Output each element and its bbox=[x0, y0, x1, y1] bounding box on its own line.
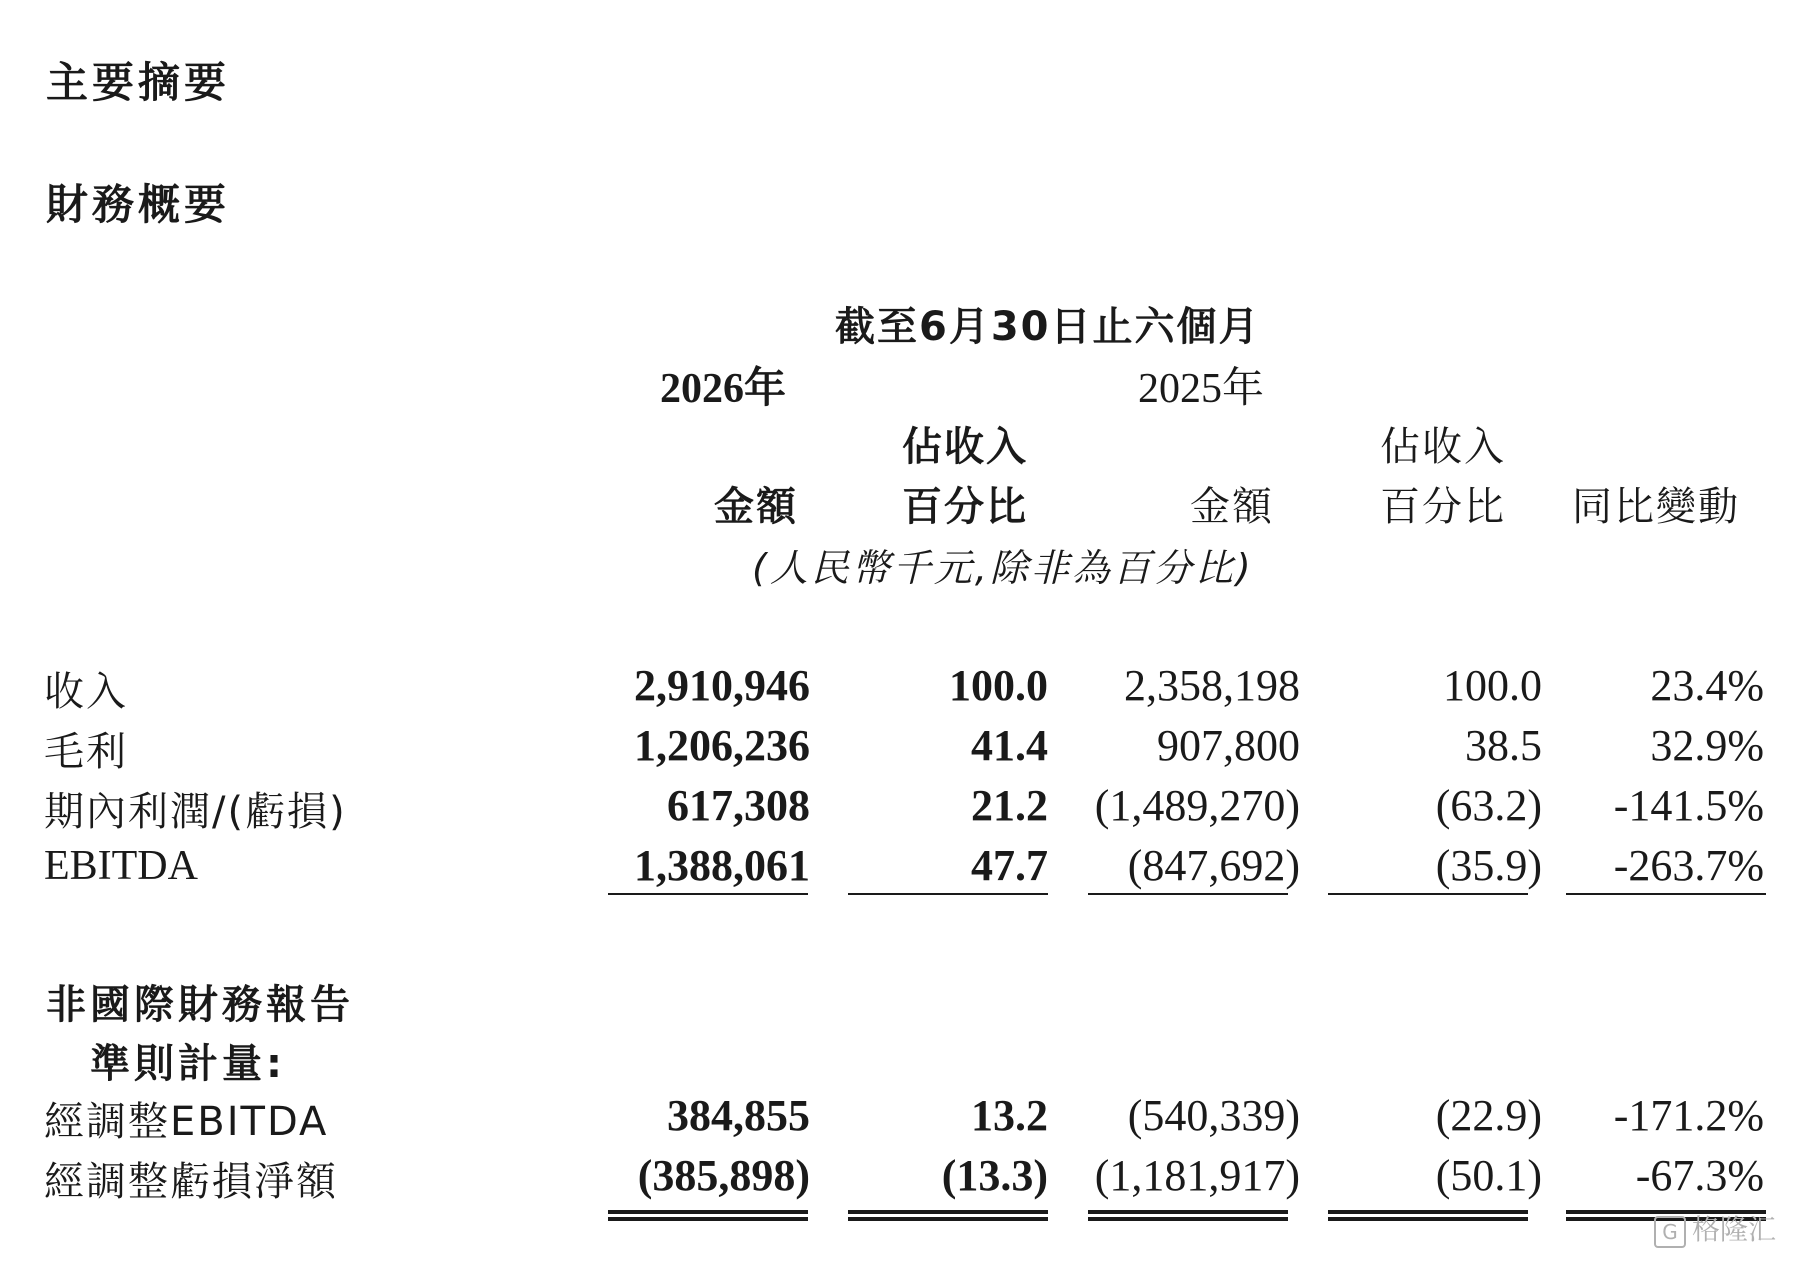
rule-yoy bbox=[1566, 893, 1766, 895]
prior-amount: (1,489,270) bbox=[1094, 781, 1300, 830]
double-rule-prior-pct bbox=[1328, 1210, 1528, 1221]
yoy-change: -67.3% bbox=[1635, 1151, 1764, 1200]
row-label: EBITDA bbox=[44, 843, 198, 889]
rule-cur-pct bbox=[848, 893, 1048, 895]
rule-prior-amt bbox=[1088, 893, 1288, 895]
row-label: 毛利 bbox=[44, 729, 128, 775]
prior-percent: (63.2) bbox=[1435, 781, 1542, 830]
g-logo-icon: G bbox=[1654, 1216, 1686, 1248]
cur-percent: 47.7 bbox=[971, 841, 1048, 890]
prior-percent: 38.5 bbox=[1465, 721, 1542, 770]
page-title: 主要摘要 bbox=[46, 58, 231, 107]
row-label: 收入 bbox=[44, 669, 128, 715]
cur-percent: (13.3) bbox=[941, 1151, 1048, 1200]
cur-amount: 2,910,946 bbox=[634, 661, 810, 710]
cur-amount: 617,308 bbox=[667, 781, 810, 830]
cur-percent: 13.2 bbox=[971, 1091, 1048, 1140]
prior-amount: (540,339) bbox=[1127, 1091, 1300, 1140]
prior-amt-header: 金額 bbox=[1190, 484, 1274, 530]
period-header: 截至6月30日止六個月 bbox=[835, 304, 1261, 350]
row-label: 期內利潤/(虧損) bbox=[44, 789, 347, 835]
prior-amount: 907,800 bbox=[1157, 721, 1300, 770]
cur-pct-header-1: 佔收入 bbox=[902, 424, 1028, 470]
prior-amount: 2,358,198 bbox=[1124, 661, 1300, 710]
cur-percent: 100.0 bbox=[949, 661, 1048, 710]
non-ifrs-heading-2: 準則計量: bbox=[90, 1041, 286, 1087]
cur-amt-header: 金額 bbox=[714, 484, 798, 530]
double-rule-prior-amt bbox=[1088, 1210, 1288, 1221]
row-label: 經調整EBITDA bbox=[44, 1099, 329, 1145]
cur-percent: 21.2 bbox=[971, 781, 1048, 830]
cur-percent: 41.4 bbox=[971, 721, 1048, 770]
rule-prior-pct bbox=[1328, 893, 1528, 895]
unit-note: (人民幣千元,除非為百分比) bbox=[752, 546, 1254, 590]
yoy-change: -171.2% bbox=[1613, 1091, 1764, 1140]
rule-cur-amt bbox=[608, 893, 808, 895]
double-rule-cur-amt bbox=[608, 1210, 808, 1221]
non-ifrs-heading-1: 非國際財務報告 bbox=[46, 982, 354, 1028]
year-current: 2026年 bbox=[660, 366, 787, 412]
cur-amount: 384,855 bbox=[667, 1091, 810, 1140]
watermark-text: 格隆汇 bbox=[1691, 1213, 1776, 1246]
watermark bbox=[1654, 1208, 1776, 1248]
prior-percent: (50.1) bbox=[1435, 1151, 1542, 1200]
prior-amount: (847,692) bbox=[1127, 841, 1300, 890]
prior-amount: (1,181,917) bbox=[1094, 1151, 1300, 1200]
section-title: 財務概要 bbox=[46, 180, 231, 229]
yoy-change: 32.9% bbox=[1650, 721, 1764, 770]
yoy-header: 同比變動 bbox=[1572, 484, 1740, 530]
yoy-change: -141.5% bbox=[1613, 781, 1764, 830]
prior-percent: (22.9) bbox=[1435, 1091, 1542, 1140]
prior-pct-header-1: 佔收入 bbox=[1380, 424, 1506, 470]
cur-pct-header-2: 百分比 bbox=[902, 484, 1028, 530]
cur-amount: 1,206,236 bbox=[634, 721, 810, 770]
year-prior: 2025年 bbox=[1138, 366, 1265, 412]
cur-amount: (385,898) bbox=[637, 1151, 810, 1200]
cur-amount: 1,388,061 bbox=[634, 841, 810, 890]
prior-percent: (35.9) bbox=[1435, 841, 1542, 890]
prior-pct-header-2: 百分比 bbox=[1380, 484, 1506, 530]
prior-percent: 100.0 bbox=[1443, 661, 1542, 710]
yoy-change: -263.7% bbox=[1613, 841, 1764, 890]
yoy-change: 23.4% bbox=[1650, 661, 1764, 710]
double-rule-cur-pct bbox=[848, 1210, 1048, 1221]
row-label: 經調整虧損淨額 bbox=[44, 1159, 338, 1205]
